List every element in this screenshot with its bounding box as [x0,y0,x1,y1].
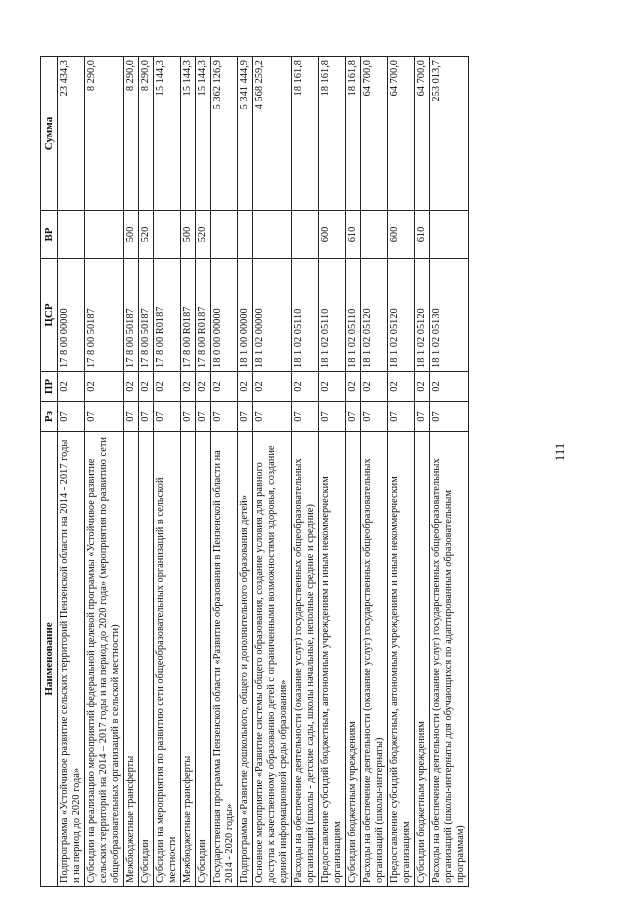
cell-name: Основное мероприятие «Развитие системы общего образования, создание условия для равного доступа к качественному образованию детей с ограниченными возможностями здоровья, создание единой информационной среды образования» [253,432,292,887]
cell-rz: 07 [124,402,139,432]
cell-sum: 15 144,3 [181,57,196,211]
cell-sum: 15 144,3 [154,57,181,211]
cell-csr: 17 8 00 R0187 [154,259,181,372]
cell-csr: 18 1 00 00000 [238,259,253,372]
cell-vr: 610 [415,211,430,259]
cell-rz: 07 [211,402,238,432]
cell-pr: 02 [361,372,388,402]
header-pr: ПР [41,372,58,402]
cell-sum: 64 700,0 [388,57,415,211]
cell-pr: 02 [319,372,346,402]
cell-sum: 23 434,3 [58,57,85,211]
cell-name: Расходы на обеспечение деятельности (оказание услуг) государственных общеобразовательных организаций (школы - детские сады, школы начальные, неполные средние и средние) [292,432,319,887]
cell-csr: 18 0 00 00000 [211,259,238,372]
cell-name: Межбюджетные трансферты [124,432,139,887]
cell-csr: 17 8 00 R0187 [181,259,196,372]
cell-rz: 07 [253,402,292,432]
cell-name: Расходы на обеспечение деятельности (оказание услуг) государственных общеобразовательных организаций (школы-интернаты для обучающихся по адаптированным образовательным программам) [430,432,469,887]
page-number: 111 [552,442,567,462]
table-row [58,57,85,887]
table-row [253,57,292,887]
cell-name: Межбюджетные трансферты [181,432,196,887]
cell-sum: 4 568 259,2 [253,57,292,211]
cell-vr [253,211,292,259]
cell-rz: 07 [415,402,430,432]
cell-pr: 02 [388,372,415,402]
cell-vr: 520 [196,211,211,259]
cell-rz: 07 [181,402,196,432]
cell-name: Предоставление субсидий бюджетным, автономным учреждениям и иным некоммерческим организациям [319,432,346,887]
cell-vr: 520 [139,211,154,259]
cell-vr [58,211,85,259]
rotated-content [40,27,469,887]
cell-name: Субсидии бюджетным учреждениям [415,432,430,887]
table-row [196,57,211,887]
cell-pr: 02 [139,372,154,402]
cell-rz: 07 [292,402,319,432]
cell-vr: 600 [388,211,415,259]
budget-table [40,56,469,887]
cell-name: Подпрограмма «Устойчивое развитие сельских территорий Пензенской области на 2014 - 2017 годы и на период до 2020 года» [58,432,85,887]
cell-pr: 02 [181,372,196,402]
cell-csr: 18 1 02 05110 [292,259,319,372]
cell-rz: 07 [430,402,469,432]
cell-csr: 17 8 00 00000 [58,259,85,372]
cell-pr: 02 [124,372,139,402]
cell-rz: 07 [388,402,415,432]
table-body [58,57,469,887]
cell-pr: 02 [85,372,124,402]
cell-csr: 17 8 00 R0187 [196,259,211,372]
table-row [238,57,253,887]
cell-pr: 02 [196,372,211,402]
cell-rz: 07 [58,402,85,432]
cell-rz: 07 [85,402,124,432]
cell-csr: 18 1 02 05130 [430,259,469,372]
table-row [181,57,196,887]
header-sum: Сумма [41,57,58,211]
cell-csr: 17 8 00 50187 [139,259,154,372]
cell-csr: 18 1 02 05120 [388,259,415,372]
cell-sum: 18 161,8 [319,57,346,211]
table-row [415,57,430,887]
cell-sum: 64 700,0 [361,57,388,211]
cell-rz: 07 [361,402,388,432]
cell-pr: 02 [430,372,469,402]
table-row [139,57,154,887]
cell-vr [430,211,469,259]
cell-pr: 02 [238,372,253,402]
cell-sum: 18 161,8 [292,57,319,211]
cell-rz: 07 [238,402,253,432]
header-name: Наименование [41,432,58,887]
cell-rz: 07 [346,402,361,432]
cell-sum: 15 144,3 [196,57,211,211]
cell-sum: 18 161,8 [346,57,361,211]
cell-csr: 18 1 02 05120 [415,259,430,372]
table-row [154,57,181,887]
cell-sum: 64 700,0 [415,57,430,211]
cell-csr: 17 8 00 50187 [124,259,139,372]
cell-vr [85,211,124,259]
cell-rz: 07 [154,402,181,432]
cell-sum: 8 290,0 [85,57,124,211]
cell-vr: 610 [346,211,361,259]
cell-pr: 02 [346,372,361,402]
cell-rz: 07 [139,402,154,432]
cell-name: Предоставление субсидий бюджетным, автономным учреждениям и иным некоммерческим организациям [388,432,415,887]
table-row [292,57,319,887]
cell-csr: 17 8 00 50187 [85,259,124,372]
cell-sum: 8 290,0 [124,57,139,211]
cell-sum: 8 290,0 [139,57,154,211]
cell-vr [238,211,253,259]
cell-vr [211,211,238,259]
cell-pr: 02 [154,372,181,402]
cell-name: Субсидии [196,432,211,887]
table-row [430,57,469,887]
table-row [346,57,361,887]
cell-rz: 07 [196,402,211,432]
header-csr: ЦСР [41,259,58,372]
table-row [361,57,388,887]
cell-csr: 18 1 02 05120 [361,259,388,372]
cell-pr: 02 [292,372,319,402]
cell-name: Расходы на обеспечение деятельности (оказание услуг) государственных общеобразовательных организаций (школы-интернаты) [361,432,388,887]
cell-vr: 500 [124,211,139,259]
cell-name: Субсидии бюджетным учреждениям [346,432,361,887]
cell-name: Субсидии [139,432,154,887]
cell-pr: 02 [415,372,430,402]
cell-pr: 02 [253,372,292,402]
cell-name: Субсидии на реализацию мероприятий федеральной целевой программы «Устойчивое развитие сельских территорий на 2014 – 2017 годы и на период до 2020 года» (мероприятия по развитию сети общеобразовательных организаций в сельской местности) [85,432,124,887]
cell-sum: 253 013,7 [430,57,469,211]
table-row [211,57,238,887]
cell-vr [292,211,319,259]
cell-name: Субсидии на мероприятия по развитию сети общеобразовательных организаций в сельской местности [154,432,181,887]
table-row [124,57,139,887]
cell-name: Подпрограмма «Развитие дошкольного, общего и дополнительного образования детей» [238,432,253,887]
cell-vr [154,211,181,259]
cell-name: Государственная программа Пензенской области «Развитие образования в Пензенской области на 2014 - 2020 годы» [211,432,238,887]
cell-csr: 18 1 02 05110 [319,259,346,372]
cell-sum: 5 341 444,9 [238,57,253,211]
cell-csr: 18 1 02 00000 [253,259,292,372]
cell-sum: 5 362 126,9 [211,57,238,211]
table-row [319,57,346,887]
cell-vr [361,211,388,259]
table-row [388,57,415,887]
cell-vr: 600 [319,211,346,259]
cell-vr: 500 [181,211,196,259]
cell-pr: 02 [211,372,238,402]
table-row [85,57,124,887]
cell-rz: 07 [319,402,346,432]
header-rz: Рз [41,402,58,432]
header-vr: ВР [41,211,58,259]
cell-pr: 02 [58,372,85,402]
table-header-row [41,57,58,887]
cell-csr: 18 1 02 05110 [346,259,361,372]
